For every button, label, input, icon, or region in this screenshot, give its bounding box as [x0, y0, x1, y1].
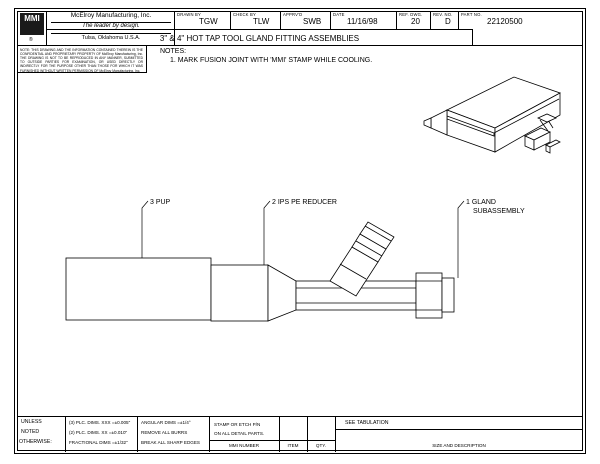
- company-location: Tulsa, Oklahoma U.S.A.: [81, 35, 141, 41]
- registered-mark: ®: [29, 37, 33, 43]
- callout-3-label: 3 PUP: [150, 199, 171, 206]
- col-header-qty: QTY.: [315, 443, 327, 448]
- drawing-title-text: 3" & 4" HOT TAP TOOL GLAND FITTING ASSEMBLIES: [159, 34, 360, 43]
- field-drawn-by-value: TGW: [199, 17, 218, 26]
- unless-label: UNLESS: [21, 419, 42, 425]
- logo-mark: MMI: [20, 13, 44, 35]
- bottom-title-block: [17, 416, 583, 451]
- field-approved-by-value: SWB: [303, 17, 322, 26]
- tolerance-4: ANGULAR DIMS =±1/4°: [141, 420, 191, 425]
- callout-2-label: 2 IPS PE REDUCER: [272, 199, 337, 206]
- field-part-no-value: 22120500: [487, 17, 523, 26]
- field-date-label: DATE: [333, 12, 345, 17]
- tolerance-5: REMOVE ALL BURRS: [141, 430, 188, 435]
- proprietary-note-text: NOTE: THIS DRAWING AND THE INFORMATION CONTAINED THEREIN IS THE CONFIDENTIAL AND PROPRIETARY PROPERTY OF McElroy Manufacturing, Inc. THE DRAWING IS NOT TO BE REPRODUCED IN ANY MANNER, SUBMITTED TO OUTSIDE PARTIES FOR EXAMINATION, OR USED DIRECTLY OR INDIRECTLY FOR THE PURPOSE OTHER THAN THOSE FOR WHICH IT WAS FURNISHED WITHOUT WRITTEN PERMISSION OF McElroy Manufacturing, Inc.: [20, 47, 143, 73]
- field-check-by-value: TLW: [253, 17, 270, 26]
- company-name: McElroy Manufacturing, Inc.: [70, 12, 152, 19]
- see-tabulation-label: SEE TABULATION: [345, 420, 389, 426]
- main-assembly-view: [66, 222, 454, 321]
- field-drawn-by-label: DRAWN BY: [177, 12, 202, 17]
- field-check-by-label: CHECK BY: [233, 12, 257, 17]
- field-rev-no-value: D: [445, 17, 451, 26]
- field-rev-no-label: REV. NO.: [433, 12, 453, 17]
- notes-heading: NOTES:: [160, 48, 187, 55]
- field-ref-dwg-label: REF. DWG.: [399, 12, 423, 17]
- field-ref-dwg-value: 20: [411, 17, 420, 26]
- callout-1-label: 1 GLAND: [466, 199, 496, 206]
- field-date-value: 11/16/98: [347, 17, 378, 26]
- stamp-note-2: ON ALL DETAIL PARTS.: [214, 431, 265, 436]
- callout-1-label-line2: SUBASSEMBLY: [473, 208, 525, 215]
- noted-label: NOTED: [21, 429, 40, 435]
- isometric-detail: [424, 77, 560, 153]
- size-description-label: SIZE AND DESCRIPTION: [432, 443, 486, 448]
- field-part-no-label: PART NO.: [461, 12, 482, 17]
- tolerance-1: (3) PLC. DIMS. XXX =±0.005": [69, 420, 131, 425]
- tolerance-3: FRACTIONAL DIMS =±1/32": [69, 440, 128, 445]
- tolerance-6: BREAK ALL SHARP EDGES: [141, 440, 200, 445]
- field-approved-by-label: APPRV'D: [283, 12, 303, 17]
- col-header-mmi-number: MMI NUMBER: [228, 443, 260, 448]
- company-slogan: The leader by design.: [82, 23, 140, 29]
- otherwise-label: OTHERWISE:: [19, 439, 52, 445]
- col-header-item: ITEM: [287, 443, 299, 448]
- stamp-note-1: STAMP OR ETCH P/N: [214, 422, 261, 427]
- tolerance-2: (2) PLC. DIMS. XX =±0.010": [69, 430, 128, 435]
- note-item-1: 1. MARK FUSION JOINT WITH 'MMI' STAMP WHILE COOLING.: [170, 57, 373, 64]
